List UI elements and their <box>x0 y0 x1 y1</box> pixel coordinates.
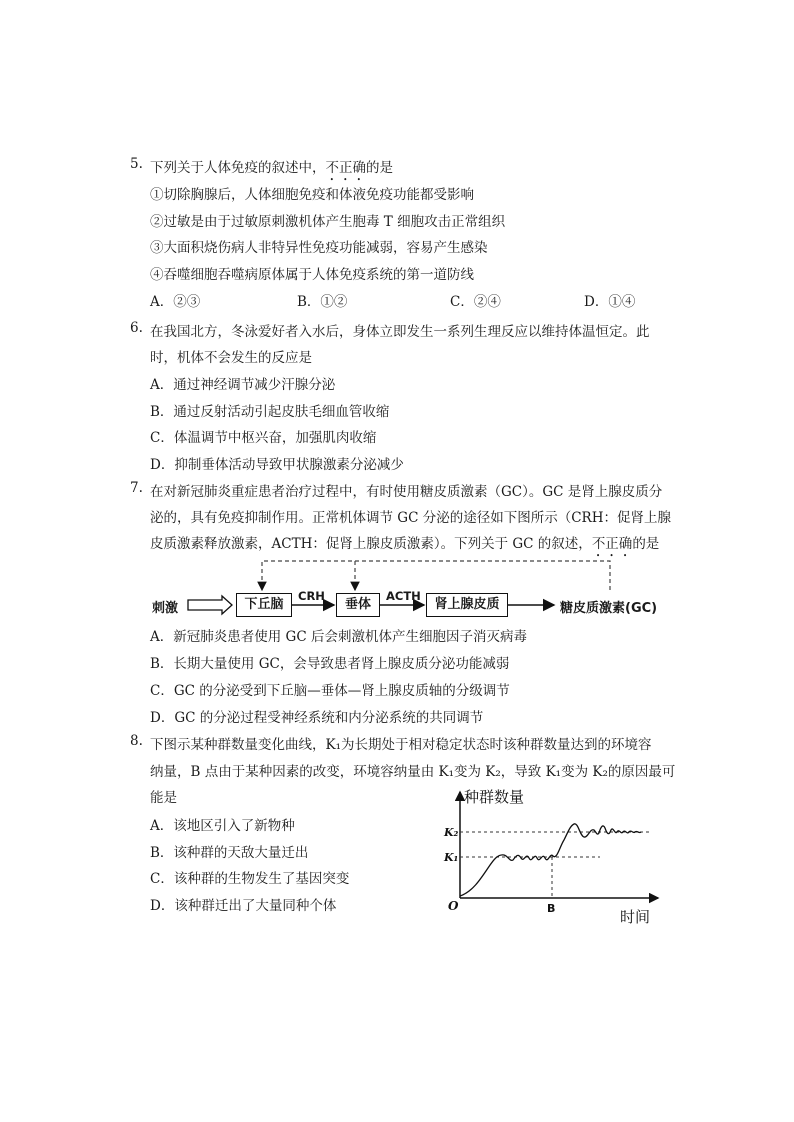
q5-item-4: ④吞噬细胞吞噬病原体属于人体免疫系统的第一道防线 <box>150 267 474 283</box>
q7-option-c[interactable]: C．GC 的分泌受到下丘脑—垂体—肾上腺皮质轴的分级调节 <box>150 683 510 699</box>
q5-stem: 下列关于人体免疫的叙述中，不正确的是 <box>150 160 393 176</box>
q7-stem-line3: 皮质激素释放激素，ACTH：促肾上腺皮质激素）。下列关于 GC 的叙述，不正确的是 <box>150 536 660 552</box>
q8-stem-line1: 下图示某种群数量变化曲线，K₁为长期处于相对稳定状态时该种群数量达到的环境容 <box>150 737 652 753</box>
q7-option-b[interactable]: B．长期大量使用 GC，会导致患者肾上腺皮质分泌功能减弱 <box>150 656 510 672</box>
q7-stem-line2: 泌的，具有免疫抑制作用。正常机体调节 GC 分泌的途径如下图所示（CRH：促肾上腺 <box>150 510 671 526</box>
q7-option-a[interactable]: A．新冠肺炎患者使用 GC 后会刺激机体产生细胞因子消灭病毒 <box>150 629 527 645</box>
graph-k2-label: K₂ <box>444 826 459 839</box>
flow-gc: 糖皮质激素(GC) <box>560 601 658 616</box>
q7-number: 7. <box>130 480 143 496</box>
q6-option-d[interactable]: D．抑制垂体活动导致甲状腺激素分泌减少 <box>150 457 404 473</box>
q8-number: 8. <box>130 733 143 749</box>
flow-adrenal-box: 肾上腺皮质 <box>426 593 508 617</box>
graph-b-label: B <box>547 902 556 915</box>
q5-item-2: ②过敏是由于过敏原刺激机体产生胞毒 T 细胞攻击正常组织 <box>150 214 506 230</box>
q7-stem-line1: 在对新冠肺炎重症患者治疗过程中，有时使用糖皮质激素（GC）。GC 是肾上腺皮质分 <box>150 484 663 500</box>
q8-stem-line2: 纳量，B 点由于某种因素的改变，环境容纳量由 K₁变为 K₂，导致 K₁变为 K₂的原因最可 <box>150 764 676 780</box>
graph-xlabel: 时间 <box>620 908 651 926</box>
q6-number: 6. <box>130 320 143 336</box>
q8-option-b[interactable]: B．该种群的天敌大量迁出 <box>150 845 309 861</box>
q5-number: 5. <box>130 156 143 172</box>
flow-pituitary-box: 垂体 <box>336 593 380 617</box>
q6-option-c[interactable]: C．体温调节中枢兴奋，加强肌肉收缩 <box>150 430 377 446</box>
q6-stem-line1: 在我国北方，冬泳爱好者入水后，身体立即发生一系列生理反应以维持体温恒定。此 <box>150 324 650 340</box>
stimulus-arrow <box>188 596 232 614</box>
q5-item-3: ③大面积烧伤病人非特异性免疫功能减弱，容易产生感染 <box>150 240 488 256</box>
q6-option-b[interactable]: B．通过反射活动引起皮肤毛细血管收缩 <box>150 404 390 420</box>
graph-origin: O <box>448 899 459 913</box>
flow-crh-label: CRH <box>298 589 325 603</box>
q8-option-c[interactable]: C．该种群的生物发生了基因突变 <box>150 871 350 887</box>
population-curve <box>460 824 641 896</box>
q8-stem-line3: 能是 <box>150 790 177 806</box>
q8-option-d[interactable]: D．该种群迁出了大量同种个体 <box>150 898 337 914</box>
q5-option-b[interactable]: B．①② <box>297 294 348 310</box>
graph-k1-label: K₁ <box>444 851 459 864</box>
q5-option-c[interactable]: C．②④ <box>450 294 501 310</box>
q6-stem-line2: 时，机体不会发生的反应是 <box>150 350 312 366</box>
q5-item-1: ①切除胸腺后，人体细胞免疫和体液免疫功能都受影响 <box>150 187 474 203</box>
flow-hypothalamus-box: 下丘脑 <box>236 593 292 617</box>
q5-option-a[interactable]: A．②③ <box>150 294 201 310</box>
population-graph <box>440 780 670 930</box>
q8-option-a[interactable]: A．该地区引入了新物种 <box>150 818 295 834</box>
q5-option-d[interactable]: D．①④ <box>584 294 636 310</box>
flow-stimulus: 刺激 <box>152 601 179 616</box>
graph-ylabel: 种群数量 <box>464 788 525 806</box>
q7-option-d[interactable]: D．GC 的分泌过程受神经系统和内分泌系统的共同调节 <box>150 710 484 726</box>
q6-option-a[interactable]: A．通过神经调节减少汗腺分泌 <box>150 377 336 393</box>
feedback-dashed-line <box>262 561 610 590</box>
flow-acth-label: ACTH <box>386 589 421 603</box>
